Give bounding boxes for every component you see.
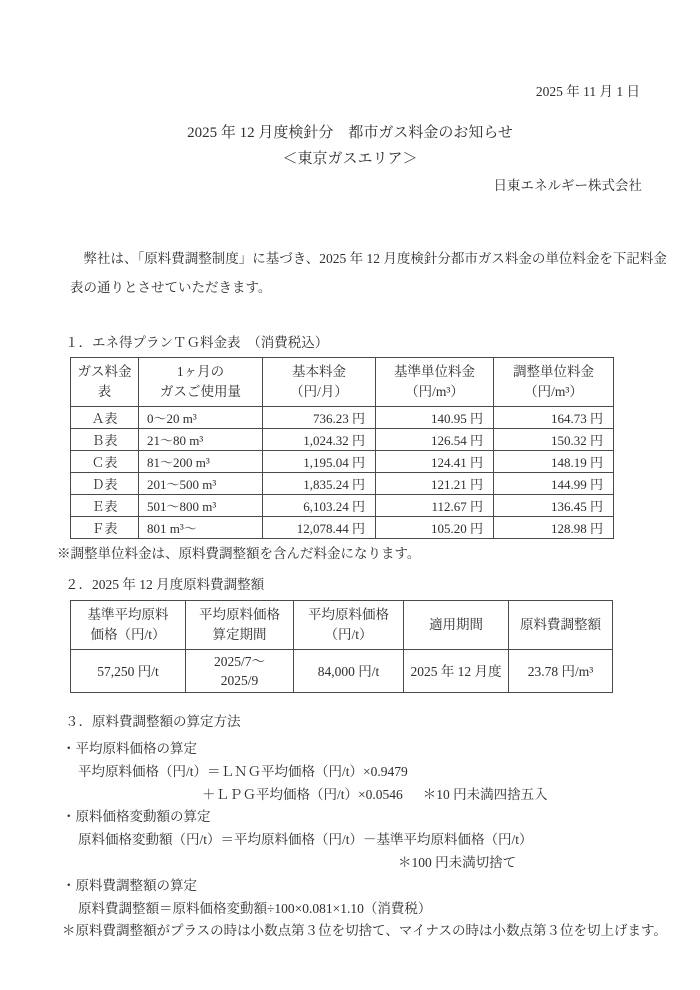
section3-heading: ３．原料費調整額の算定方法 (65, 714, 241, 729)
usage-range: 201～500 m³ (139, 473, 263, 495)
title-block (0, 120, 700, 172)
rate-table-header-row (71, 358, 614, 407)
rate-class: Ｆ表 (71, 517, 139, 539)
table-row-b (71, 429, 614, 451)
gas-rate-table (70, 357, 614, 539)
table-row-d (71, 473, 614, 495)
calc-formula-average-price-cont (202, 784, 700, 807)
base-charge: 1,195.04 円 (263, 451, 376, 473)
adjusted-unit-price: 136.45 円 (494, 495, 614, 517)
calc-bullet-adjustment: ・原料費調整額の算定 (62, 877, 197, 893)
base-average-price-value: 57,250 円/t (71, 650, 186, 693)
area-subtitle: ＜東京ガスエリア＞ (282, 151, 418, 167)
standard-unit-price: 126.54 円 (376, 429, 494, 451)
header-base-charge: 基本料金 （円/月） (263, 358, 376, 407)
section1-heading: １．エネ得プランＴＧ料金表 （消費税込） (65, 335, 329, 350)
adjusted-unit-price: 144.99 円 (494, 473, 614, 495)
calc-formula-adjustment: 原料費調整額＝原料価格変動額÷100×0.081×1.10（消費税） (78, 900, 432, 916)
header-base-average-price: 基準平均原料 価格（円/t） (71, 601, 186, 650)
intro-line-1: 弊社は、「原料費調整制度」に基づき、2025 年 12 月度検針分都市ガス料金の単位料金を下記料金 (83, 251, 667, 266)
adjustment-table-header-row (71, 601, 613, 650)
table-row-f (71, 517, 614, 539)
header-adjustment-amount: 原料費調整額 (509, 601, 613, 650)
standard-unit-price: 121.21 円 (376, 473, 494, 495)
average-price-value: 84,000 円/t (294, 650, 404, 693)
calc-bullet-price-change: ・原料価格変動額の算定 (62, 809, 211, 825)
intro-paragraph (70, 244, 667, 302)
base-charge: 736.23 円 (263, 407, 376, 429)
header-average-price: 平均原料価格 （円/t） (294, 601, 404, 650)
header-rate-class: ガス料金表 (71, 358, 139, 407)
base-charge: 6,103.24 円 (263, 495, 376, 517)
adjustment-amount-table (70, 600, 613, 693)
usage-range: 801 m³～ (139, 517, 263, 539)
calc-formula-average-price: 平均原料価格（円/t）＝ＬＮＧ平均価格（円/t）×0.9479 (78, 763, 408, 779)
calculation-method (0, 738, 700, 943)
standard-unit-price: 124.41 円 (376, 451, 494, 473)
calc-period-value: 2025/7～ 2025/9 (186, 650, 294, 693)
adjusted-price-note: ※調整単位料金は、原料費調整額を含んだ料金になります。 (57, 546, 421, 561)
calc-formula-price-change: 原料価格変動額（円/t）＝平均原料価格（円/t）－基準平均原料価格（円/t） (78, 832, 533, 848)
header-standard-unit-price: 基準単位料金 （円/m³） (376, 358, 494, 407)
adjusted-unit-price: 164.73 円 (494, 407, 614, 429)
rate-class: Ｃ表 (71, 451, 139, 473)
rounding-note-10yen: ＊10 円未満四捨五入 (422, 786, 548, 802)
standard-unit-price: 105.20 円 (376, 517, 494, 539)
document-title: 2025 年 12 月度検針分 都市ガス料金のお知らせ (187, 125, 513, 141)
adjusted-unit-price: 148.19 円 (494, 451, 614, 473)
document-date: 2025 年 11 月 1 日 (535, 84, 640, 99)
lpg-term: ＋ＬＰＧ平均価格（円/t）×0.0546 (202, 786, 403, 802)
application-period-value: 2025 年 12 月度 (404, 650, 509, 693)
adjustment-amount-value: 23.78 円/m³ (509, 650, 613, 693)
header-calc-period: 平均原料価格 算定期間 (186, 601, 294, 650)
calc-bullet-average-price: ・平均原料価格の算定 (62, 741, 197, 756)
standard-unit-price: 112.67 円 (376, 495, 494, 517)
rate-class: Ｄ表 (71, 473, 139, 495)
section2-heading: ２．2025 年 12 月度原料費調整額 (65, 577, 265, 592)
table-row-e (71, 495, 614, 517)
intro-line-2: 表の通りとさせていただきます。 (70, 280, 272, 295)
company-name: 日東エネルギー株式会社 (493, 178, 642, 193)
standard-unit-price: 140.95 円 (376, 407, 494, 429)
base-charge: 1,835.24 円 (263, 473, 376, 495)
rounding-footnote: ＊原料費調整額がプラスの時は小数点第３位を切捨て、マイナスの時は小数点第３位を切上げます。 (62, 923, 667, 939)
header-adjusted-unit-price: 調整単位料金 （円/m³） (494, 358, 614, 407)
rate-class: Ｂ表 (71, 429, 139, 451)
table-row-c (71, 451, 614, 473)
base-charge: 12,078.44 円 (263, 517, 376, 539)
rounding-note-100yen: ＊100 円未満切捨て (398, 854, 517, 870)
rate-class: Ｅ表 (71, 495, 139, 517)
usage-range: 21～80 m³ (139, 429, 263, 451)
adjusted-unit-price: 128.98 円 (494, 517, 614, 539)
header-application-period: 適用期間 (404, 601, 509, 650)
base-charge: 1,024.32 円 (263, 429, 376, 451)
adjusted-unit-price: 150.32 円 (494, 429, 614, 451)
adjustment-table-data-row (71, 650, 613, 693)
usage-range: 81～200 m³ (139, 451, 263, 473)
rate-class: Ａ表 (71, 407, 139, 429)
table-row-a (71, 407, 614, 429)
header-monthly-usage: 1ヶ月の ガスご使用量 (139, 358, 263, 407)
usage-range: 0～20 m³ (139, 407, 263, 429)
usage-range: 501～800 m³ (139, 495, 263, 517)
